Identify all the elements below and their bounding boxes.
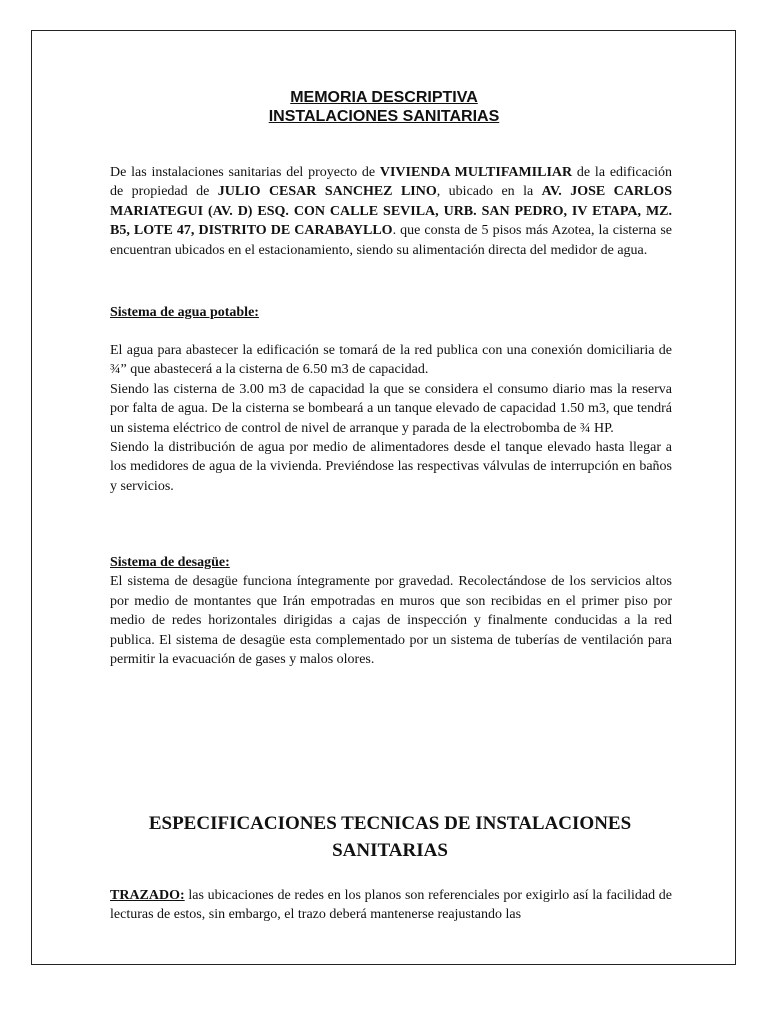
intro-text-1: De las instalaciones sanitarias del proyecto de <box>110 165 380 180</box>
heading-line-2: INSTALACIONES SANITARIAS <box>268 108 500 125</box>
water-paragraph-2: Siendo las cisterna de 3.00 m3 de capacidad la que se considera el consumo diario mas la reserva por falta de agua. De la cisterna se bombeará a un tanque elevado de capacidad 1.50 m3, que tendrá un sistema eléctrico de control de nivel de arranque y parada de la electrobomba de ¾ HP. <box>110 381 672 436</box>
intro-text-3: , ubicado en la <box>436 184 542 200</box>
water-paragraph-1: El agua para abastecer la edificación se tomará de la red publica con una conexión domiciliaria de ¾” que abastecerá a la cisterna de 6.50 m3 de capacidad. <box>110 343 672 378</box>
specs-title-line-1: ESPECIFICACIONES TECNICAS DE INSTALACIONES <box>148 813 632 834</box>
water-paragraph-3: Siendo la distribución de agua por medio de alimentadores desde el tanque elevado hasta llegar a los medidores de agua de la vivienda. Previéndose las respectivas válvulas de interrupción en baños y servicios. <box>110 440 672 494</box>
intro-paragraph <box>110 163 672 260</box>
trazado-paragraph <box>110 886 672 925</box>
drainage-section-title: Sistema de desagüe: <box>110 555 230 570</box>
drainage-section <box>110 553 672 669</box>
document-heading <box>0 88 768 126</box>
water-section-body <box>110 341 672 496</box>
project-name: VIVIENDA MULTIFAMILIAR <box>379 165 573 180</box>
water-section-title: Sistema de agua potable: <box>110 305 259 320</box>
drainage-paragraph: El sistema de desagüe funciona íntegramente por gravedad. Recolectándose de los servicios altos por medio de montantes que Irán empotradas en muros que son recibidas en el primer piso por medio de redes horizontales dirigidas a cajas de inspección y finalmente conducidas a la red publica. El sistema de desagüe esta complementado por un sistema de tuberías de ventilación para permitir la evacuación de gases y malos olores. <box>110 574 672 668</box>
intro-text-2: de la edificación de propiedad de <box>110 165 673 200</box>
owner-name: JULIO CESAR SANCHEZ LINO <box>217 184 437 200</box>
trazado-text: las ubicaciones de redes en los planos son referenciales por exigirlo así la facilidad de lecturas de estos, sin embargo, el trazo deberá mantenerse reajustando las <box>110 888 672 923</box>
heading-line-1: MEMORIA DESCRIPTIVA <box>290 89 478 106</box>
project-address: AV. JOSE CARLOS MARIATEGUI (AV. D) ESQ. CON CALLE SEVILA, URB. SAN PEDRO, IV ETAPA, MZ. B5, LOTE 47, DISTRITO DE CARABAYLLO <box>110 184 672 239</box>
specs-title-line-2: SANITARIAS <box>332 840 448 861</box>
intro-text-4: . que consta de 5 pisos más Azotea, la cisterna se encuentran ubicados en el estacionamiento, siendo su alimentación directa del medidor de agua. <box>110 223 672 258</box>
trazado-label: TRAZADO: <box>110 888 185 903</box>
specs-title <box>100 810 680 864</box>
